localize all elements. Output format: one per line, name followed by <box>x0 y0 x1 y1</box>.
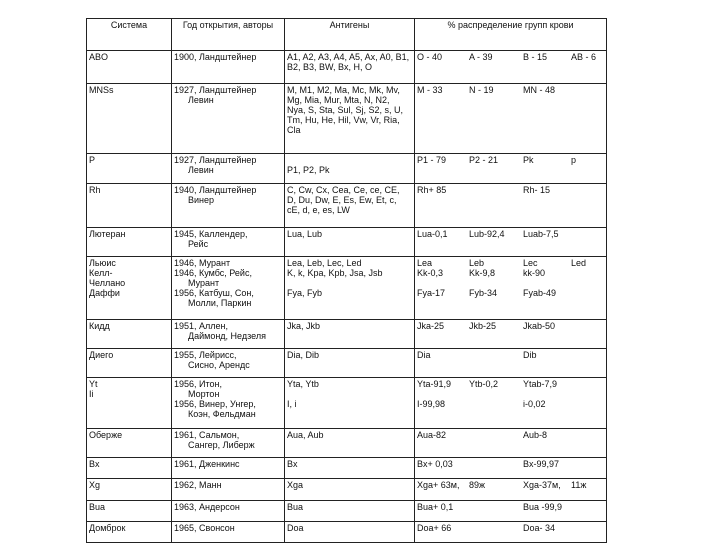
distribution-value: Dia <box>417 350 431 360</box>
cell-line: Rh <box>89 185 101 195</box>
cell-system <box>87 522 172 543</box>
distribution-value: P1 - 79 <box>417 155 447 165</box>
distribution-line <box>417 350 604 360</box>
cell-line: 1927, Ландштейнер <box>174 155 257 165</box>
cell-line: D, Du, Dw, E, Es, Ew, Et, c, <box>287 195 397 205</box>
cell-year <box>172 458 285 479</box>
cell-line: Келл- <box>89 268 113 278</box>
cell-year <box>172 228 285 257</box>
cell-line <box>287 155 412 165</box>
distribution-value: Rh- 15 <box>523 185 551 195</box>
cell-antigens <box>285 429 415 458</box>
distribution-value <box>571 278 609 288</box>
cell-distribution <box>415 228 607 257</box>
cell-line: 1962, Манн <box>174 480 222 490</box>
distribution-line <box>417 399 604 409</box>
header-antigens: Антигены <box>285 19 415 51</box>
cell-line: B2, B3, BW, Bx, H, O <box>287 62 373 72</box>
distribution-line <box>417 523 604 533</box>
cell-antigens <box>285 84 415 154</box>
cell-line: MNSs <box>89 85 114 95</box>
cell-line: Рейс <box>188 239 209 249</box>
cell-distribution <box>415 479 607 501</box>
distribution-value: Ytab-7,9 <box>523 379 558 389</box>
distribution-value <box>571 523 609 533</box>
cell-system <box>87 184 172 228</box>
cell-antigens <box>285 154 415 184</box>
table-row <box>87 154 607 184</box>
cell-line: 1945, Каллендер, <box>174 229 248 239</box>
distribution-line <box>417 229 604 239</box>
cell-distribution <box>415 458 607 479</box>
cell-line: Mg, Mia, Mur, Mta, N, N2, <box>287 95 390 105</box>
table-row <box>87 184 607 228</box>
cell-system <box>87 349 172 378</box>
cell-antigens <box>285 184 415 228</box>
distribution-value: Ytb-0,2 <box>469 379 499 389</box>
table-header-row <box>87 19 607 51</box>
cell-line: 1951, Аллен, <box>174 321 229 331</box>
distribution-value: B - 15 <box>523 52 548 62</box>
cell-distribution <box>415 522 607 543</box>
distribution-value: Kk-0,3 <box>417 268 444 278</box>
distribution-value <box>571 288 609 298</box>
distribution-line <box>417 288 604 298</box>
cell-line: Lua, Lub <box>287 229 323 239</box>
distribution-value: Aua-82 <box>417 430 447 440</box>
cell-line: Домброк <box>89 523 126 533</box>
cell-line: 1946, Кумбс, Рейс, <box>174 268 252 278</box>
cell-distribution <box>415 349 607 378</box>
cell-line: 1963, Андерсон <box>174 502 240 512</box>
cell-line: cE, d, e, es, LW <box>287 205 350 215</box>
distribution-line <box>417 258 604 268</box>
cell-distribution <box>415 429 607 458</box>
distribution-value: Leb <box>469 258 485 268</box>
distribution-line <box>417 185 604 195</box>
cell-year <box>172 257 285 320</box>
distribution-value: Dib <box>523 350 537 360</box>
cell-line: Yt <box>89 379 98 389</box>
distribution-line <box>417 155 604 165</box>
distribution-line <box>417 502 604 512</box>
distribution-value: Led <box>571 258 587 268</box>
distribution-value <box>571 379 609 389</box>
cell-line: Челлано <box>89 278 126 288</box>
cell-distribution <box>415 257 607 320</box>
cell-antigens <box>285 501 415 522</box>
cell-line: Ii <box>89 389 94 399</box>
distribution-line <box>417 379 604 389</box>
distribution-value <box>523 278 571 288</box>
cell-year <box>172 429 285 458</box>
cell-year <box>172 154 285 184</box>
cell-antigens <box>285 320 415 349</box>
cell-distribution <box>415 84 607 154</box>
cell-line: P <box>89 155 96 165</box>
distribution-value: Xga-37м, <box>523 480 561 490</box>
distribution-value: M - 33 <box>417 85 443 95</box>
cell-line: Винер <box>188 195 215 205</box>
distribution-value <box>571 268 609 278</box>
distribution-value <box>571 459 609 469</box>
distribution-value <box>469 459 523 469</box>
cell-line: 1956, Итон, <box>174 379 222 389</box>
cell-line: Мортон <box>188 389 220 399</box>
cell-line: 1965, Свонсон <box>174 523 235 533</box>
cell-line: P1, P2, Pk <box>287 165 330 175</box>
cell-line: ABO <box>89 52 109 62</box>
distribution-value: kk-90 <box>523 268 546 278</box>
cell-line: Даймонд, Недзеля <box>188 331 266 341</box>
cell-system <box>87 501 172 522</box>
distribution-value: i-0,02 <box>523 399 546 409</box>
distribution-value: Luab-7,5 <box>523 229 559 239</box>
distribution-line <box>417 430 604 440</box>
distribution-value <box>417 278 469 288</box>
cell-line: Dia, Dib <box>287 350 320 360</box>
cell-system <box>87 257 172 320</box>
distribution-value <box>469 399 523 409</box>
distribution-value: I-99,98 <box>417 399 446 409</box>
distribution-value <box>571 229 609 239</box>
distribution-line <box>417 268 604 278</box>
cell-line <box>287 389 412 399</box>
cell-line: Сисно, Арендс <box>188 360 250 370</box>
cell-line: Bx <box>89 459 100 469</box>
cell-distribution <box>415 154 607 184</box>
cell-line: 1940, Ландштейнер <box>174 185 257 195</box>
distribution-line <box>417 85 604 95</box>
cell-distribution <box>415 51 607 84</box>
distribution-value: Lec <box>523 258 538 268</box>
blood-groups-table <box>86 18 607 543</box>
distribution-line <box>417 278 604 288</box>
table-row <box>87 479 607 501</box>
cell-system <box>87 51 172 84</box>
cell-system <box>87 154 172 184</box>
cell-antigens <box>285 51 415 84</box>
distribution-value: Kk-9,8 <box>469 268 496 278</box>
cell-distribution <box>415 184 607 228</box>
distribution-value: AB - 6 <box>571 52 597 62</box>
table-row <box>87 378 607 429</box>
cell-line: Даффи <box>89 288 120 298</box>
distribution-value: Doa+ 66 <box>417 523 452 533</box>
header-distribution: % распределение групп крови <box>415 19 607 51</box>
cell-line: Fya, Fyb <box>287 288 323 298</box>
distribution-value <box>571 321 609 331</box>
cell-year <box>172 320 285 349</box>
distribution-value <box>469 350 523 360</box>
distribution-value: 89ж <box>469 480 486 490</box>
distribution-value: Bua+ 0,1 <box>417 502 454 512</box>
cell-line: Молли, Паркин <box>188 298 252 308</box>
distribution-value: Doa- 34 <box>523 523 556 533</box>
cell-antigens <box>285 257 415 320</box>
distribution-value: Lea <box>417 258 433 268</box>
distribution-value <box>571 502 609 512</box>
cell-year <box>172 349 285 378</box>
cell-antigens <box>285 458 415 479</box>
cell-line: Jka, Jkb <box>287 321 321 331</box>
cell-year <box>172 84 285 154</box>
cell-line: Обержe <box>89 430 123 440</box>
cell-year <box>172 184 285 228</box>
distribution-line <box>417 389 604 399</box>
cell-line: Doa <box>287 523 304 533</box>
cell-distribution <box>415 320 607 349</box>
cell-year <box>172 378 285 429</box>
distribution-value <box>571 389 609 399</box>
distribution-value <box>571 430 609 440</box>
distribution-value: Jkb-25 <box>469 321 497 331</box>
cell-line: 1956, Винер, Унгер, <box>174 399 256 409</box>
cell-line: 1961, Сальмон, <box>174 430 240 440</box>
cell-line: M, M1, M2, Ma, Mc, Mk, Mv, <box>287 85 400 95</box>
distribution-value: Pk <box>523 155 534 165</box>
distribution-value <box>469 523 523 533</box>
distribution-value: MN - 48 <box>523 85 556 95</box>
cell-line: Cla <box>287 125 301 135</box>
cell-line: Коэн, Фельдман <box>188 409 256 419</box>
distribution-value: p <box>571 155 577 165</box>
table-row <box>87 522 607 543</box>
cell-line: Bua <box>287 502 304 512</box>
cell-line: 1955, Лейрисс, <box>174 350 237 360</box>
cell-distribution <box>415 501 607 522</box>
cell-line: 1927, Ландштейнер <box>174 85 257 95</box>
cell-system <box>87 84 172 154</box>
distribution-value: O - 40 <box>417 52 443 62</box>
table-row <box>87 349 607 378</box>
cell-line: Bx <box>287 459 298 469</box>
cell-system <box>87 228 172 257</box>
cell-line: I, i <box>287 399 297 409</box>
cell-antigens <box>285 479 415 501</box>
cell-line: Сангер, Либерж <box>188 440 255 450</box>
table-row <box>87 51 607 84</box>
cell-line: Nya, S, Sta, Sul, Sj, S2, s, U, <box>287 105 404 115</box>
cell-line: Левин <box>188 95 214 105</box>
distribution-line <box>417 480 604 490</box>
table-row <box>87 458 607 479</box>
distribution-value <box>469 502 523 512</box>
cell-line: Мурант <box>188 278 220 288</box>
distribution-value <box>417 389 469 399</box>
cell-line: Aua, Aub <box>287 430 324 440</box>
cell-system <box>87 458 172 479</box>
cell-year <box>172 522 285 543</box>
distribution-value: Bx-99,97 <box>523 459 560 469</box>
cell-antigens <box>285 228 415 257</box>
table-row <box>87 320 607 349</box>
cell-line: K, k, Kpa, Kpb, Jsa, Jsb <box>287 268 383 278</box>
distribution-value: Fyb-34 <box>469 288 498 298</box>
distribution-value: Xga+ 63м, <box>417 480 460 490</box>
cell-line: C, Cw, Cx, Cea, Ce, ce, CE, <box>287 185 400 195</box>
distribution-value <box>571 85 609 95</box>
distribution-value <box>469 185 523 195</box>
distribution-value <box>571 399 609 409</box>
distribution-value: Lub-92,4 <box>469 229 505 239</box>
cell-year <box>172 501 285 522</box>
distribution-value: Bua -99,9 <box>523 502 563 512</box>
cell-system <box>87 429 172 458</box>
distribution-value: Bx+ 0,03 <box>417 459 453 469</box>
distribution-value <box>469 430 523 440</box>
distribution-value: Fyab-49 <box>523 288 557 298</box>
distribution-line <box>417 459 604 469</box>
cell-line: Кидд <box>89 321 110 331</box>
cell-line: Лютеран <box>89 229 126 239</box>
cell-line: 1956, Катбуш, Сон, <box>174 288 254 298</box>
cell-line: Диего <box>89 350 114 360</box>
distribution-value: Lua-0,1 <box>417 229 448 239</box>
distribution-value <box>523 389 571 399</box>
distribution-value <box>571 350 609 360</box>
distribution-value: Aub-8 <box>523 430 548 440</box>
distribution-value: A - 39 <box>469 52 493 62</box>
cell-line: Yta, Ytb <box>287 379 319 389</box>
table-row <box>87 257 607 320</box>
cell-year <box>172 51 285 84</box>
cell-year <box>172 479 285 501</box>
cell-line: Xg <box>89 480 101 490</box>
distribution-value: Jka-25 <box>417 321 445 331</box>
distribution-value: Yta-91,9 <box>417 379 452 389</box>
cell-line: Lea, Leb, Lec, Led <box>287 258 362 268</box>
distribution-line <box>417 321 604 331</box>
cell-line: Левин <box>188 165 214 175</box>
distribution-line <box>417 52 604 62</box>
table-row <box>87 228 607 257</box>
distribution-value: Fya-17 <box>417 288 446 298</box>
cell-antigens <box>285 349 415 378</box>
distribution-value: Rh+ 85 <box>417 185 447 195</box>
header-year-authors: Год открытия, авторы <box>172 19 285 51</box>
cell-line <box>287 278 412 288</box>
table-row <box>87 84 607 154</box>
cell-line: 1961, Дженкинс <box>174 459 240 469</box>
cell-line: Льюис <box>89 258 116 268</box>
cell-line: 1946, Мурант <box>174 258 231 268</box>
cell-system <box>87 479 172 501</box>
table-row <box>87 429 607 458</box>
cell-line: 1900, Ландштейнер <box>174 52 257 62</box>
distribution-value <box>469 389 523 399</box>
cell-line: Xga <box>287 480 304 490</box>
table-row <box>87 501 607 522</box>
cell-distribution <box>415 378 607 429</box>
cell-system <box>87 320 172 349</box>
distribution-value: N - 19 <box>469 85 494 95</box>
cell-antigens <box>285 378 415 429</box>
cell-line: A1, A2, A3, A4, A5, Ax, A0, B1, <box>287 52 410 62</box>
distribution-value: 11ж <box>571 480 587 490</box>
distribution-value: P2 - 21 <box>469 155 499 165</box>
cell-system <box>87 378 172 429</box>
distribution-value <box>571 185 609 195</box>
cell-line: Tm, Hu, He, Hil, Vw, Vr, Ria, <box>287 115 400 125</box>
cell-line: Bua <box>89 502 106 512</box>
distribution-value: Jkab-50 <box>523 321 556 331</box>
cell-antigens <box>285 522 415 543</box>
header-system: Система <box>87 19 172 51</box>
distribution-value <box>469 278 523 288</box>
